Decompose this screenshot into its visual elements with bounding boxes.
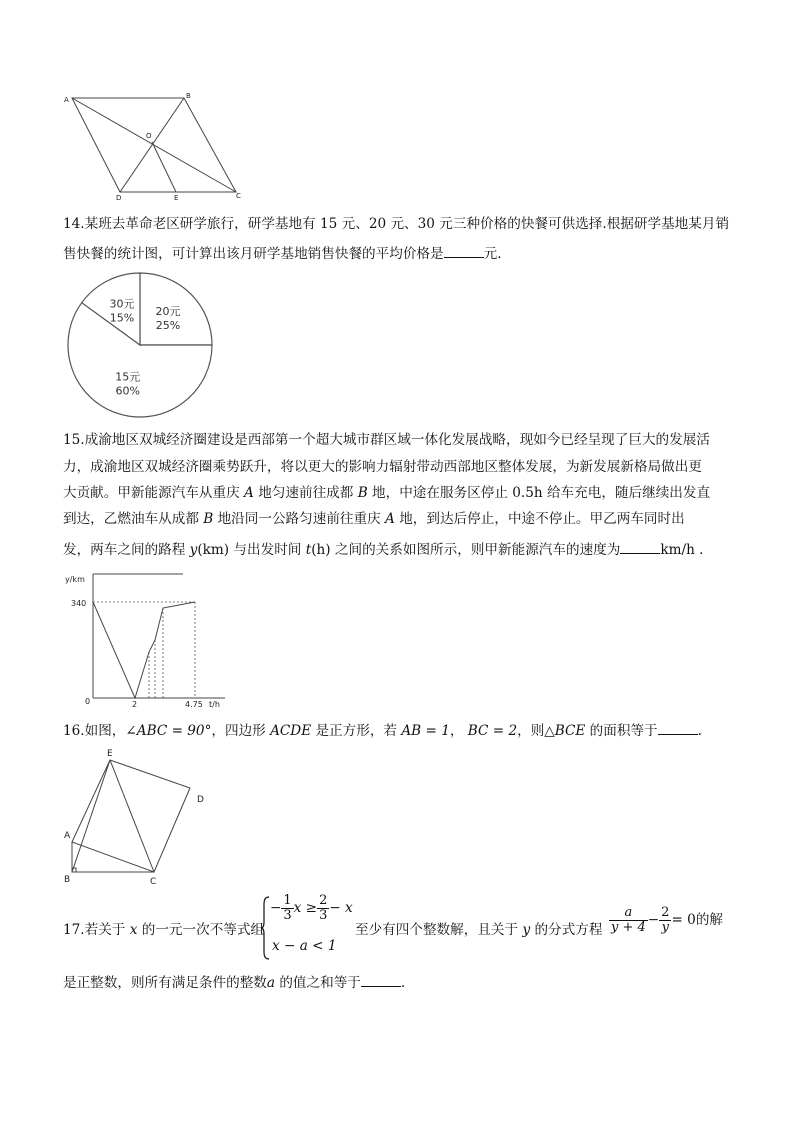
q17-rest: [355, 918, 602, 938]
q16-tri: BCE: [554, 723, 586, 739]
q15-point-B: B: [357, 485, 368, 501]
inequality-1: [270, 894, 353, 923]
q15-line4-b: 地沿同一公路匀速前往重庆: [213, 511, 386, 527]
ineq1-frac1-num: 1: [283, 893, 292, 908]
q16-end: .: [697, 723, 702, 739]
label-B: B: [64, 875, 71, 885]
label-A: A: [64, 96, 69, 104]
label-D: D: [116, 194, 122, 200]
parallelogram-figure: [62, 92, 248, 200]
q15-point-B2: B: [203, 511, 214, 527]
q16-mid2: 是正方形，若: [311, 723, 402, 739]
q17-line2: [63, 972, 405, 993]
origin-label: 0: [85, 697, 91, 706]
q15-line3-c: 地，中途在服务区停止 0.5h 给车充电，随后继续出发直: [367, 485, 711, 501]
q15-line4: [63, 509, 685, 529]
q17-var-y: y: [522, 922, 531, 938]
answer-blank-16: [658, 720, 698, 735]
label-B: B: [186, 92, 191, 100]
q17-block: [63, 894, 763, 964]
q15-unit-km: (km): [197, 542, 230, 558]
q17-post: 的解: [695, 912, 724, 928]
q16-mid1: ，四边形: [211, 723, 271, 739]
label-C: C: [236, 192, 241, 200]
q16-quad: ACDE: [270, 723, 312, 739]
ineq1-minus: −: [270, 900, 282, 916]
q17-pre-text: 17.若关于: [63, 922, 130, 938]
q15-line3-a: 大贡献。甲新能源汽车从重庆: [63, 485, 245, 501]
pie-label-percent: 15%: [109, 311, 135, 325]
label-E: E: [107, 749, 113, 759]
ineq1-frac2-num: 2: [319, 893, 328, 908]
ineq1-frac1-den: 3: [283, 908, 292, 923]
distance-time-graph: [63, 568, 233, 708]
q17-line2-pre: 是正整数，则所有满足条件的整数: [63, 975, 267, 991]
q15-line5-b: 与出发时间: [229, 542, 306, 558]
pie-label-percent: 25%: [155, 318, 181, 332]
q15-var-y: y: [189, 542, 198, 558]
eq-frac2-den: y: [661, 920, 669, 935]
q17-mid1: 的一元一次不等式组: [137, 922, 265, 938]
eq-frac2: [659, 906, 671, 935]
q17-line2-end: .: [400, 975, 406, 991]
q15-line4-c: 地，到达后停止，中途不停止。甲乙两车同时出: [394, 511, 685, 527]
label-E: E: [174, 194, 179, 200]
ineq1-frac2-den: 3: [319, 908, 328, 923]
q14-line2-pre: 售快餐的统计图，可计算出该月研学基地销售快餐的平均价格是: [63, 246, 444, 262]
pie-label-percent: 60%: [115, 384, 140, 398]
y-tick-340: 340: [71, 599, 87, 608]
q16-post: 的面积等于: [585, 723, 658, 739]
x-axis-label: t/h: [209, 700, 220, 708]
q16-sep: ，: [449, 723, 468, 739]
q14-line2: [63, 243, 502, 264]
answer-blank-15: [620, 539, 660, 554]
x-tick-4.75: 4.75: [185, 700, 203, 708]
label-A: A: [64, 831, 71, 841]
q16-angle: ∠ABC = 90°: [125, 723, 212, 739]
eq-frac1-den: y + 4: [611, 920, 646, 935]
pie-label-name: 20元: [155, 304, 181, 318]
label-D: D: [197, 795, 204, 805]
q15-line4-a: 到达，乙燃油车从成都: [63, 511, 204, 527]
answer-blank-17: [361, 972, 401, 987]
q14-line2-post: 元.: [483, 246, 502, 262]
system-brace: [260, 896, 270, 960]
q15-line5-a: 发，两车之间的路程: [63, 542, 190, 558]
q17-pre: [63, 918, 264, 938]
square-triangle-figure: [62, 746, 212, 886]
q15-point-A: A: [244, 485, 254, 501]
q14-line1: 14.某班去革命老区研学旅行，研学基地有 15 元、20 元、30 元三种价格的快餐可供选择.根据研学基地某月销: [63, 216, 730, 232]
q17-var-a: a: [266, 975, 276, 991]
q16-mid3: ，则△: [517, 723, 555, 739]
eq-frac1-num: a: [609, 906, 648, 921]
q15-line1: 15.成渝地区双城经济圈建设是西部第一个超大城市群区域一体化发展战略，现如今已经呈现了巨大的发展活: [63, 432, 710, 448]
q15-unit-h: (h): [311, 542, 331, 558]
q15-line2: 力，成渝地区双城经济圈乘势跃升，将以更大的影响力辐射带动西部地区整体发展，为新发展新格局做出更: [63, 459, 702, 475]
q17-mid2: 至少有四个整数解，且关于: [355, 922, 523, 938]
q15-line3: [63, 483, 710, 503]
eq-zero: = 0: [671, 912, 696, 928]
fractional-equation: [609, 906, 723, 935]
y-axis-label: y/km: [65, 575, 85, 584]
q15-unit-speed: km/h .: [660, 542, 704, 558]
pie-label-name: 15元: [115, 370, 141, 384]
q17-var-x: x: [129, 922, 138, 938]
q15-line3-b: 地匀速前往成都: [253, 485, 358, 501]
q16-bc: BC = 2: [467, 723, 518, 739]
ineq1-xge: x ≥: [293, 900, 318, 916]
label-O: O: [146, 132, 152, 140]
q15-line5-c: 之间的关系如图所示，则甲新能源汽车的速度为: [330, 542, 621, 558]
q17-mid3: 的分式方程: [530, 922, 603, 938]
q16-line: [63, 720, 702, 741]
eq-frac2-num: 2: [661, 905, 670, 920]
ineq1-minus-x: − x: [329, 900, 353, 916]
pie-chart: [64, 272, 216, 418]
q15-var-t: t: [305, 542, 312, 558]
q15-point-A2: A: [385, 511, 395, 527]
q16-ab: AB = 1: [401, 723, 450, 739]
ineq1-frac1: [281, 894, 293, 923]
answer-blank-14: [444, 243, 484, 258]
ineq1-frac2: [317, 894, 329, 923]
pie-label-name: 30元: [109, 297, 135, 311]
inequality-2: x − a < 1: [272, 938, 337, 954]
q15-line5: [63, 539, 703, 560]
q16-pre: 16.如图，: [63, 723, 126, 739]
eq-frac1: [609, 906, 648, 935]
x-tick-2: 2: [132, 700, 138, 708]
q17-line2-post: 的值之和等于: [275, 975, 361, 991]
eq-minus: −: [647, 912, 660, 928]
label-C: C: [150, 877, 157, 886]
